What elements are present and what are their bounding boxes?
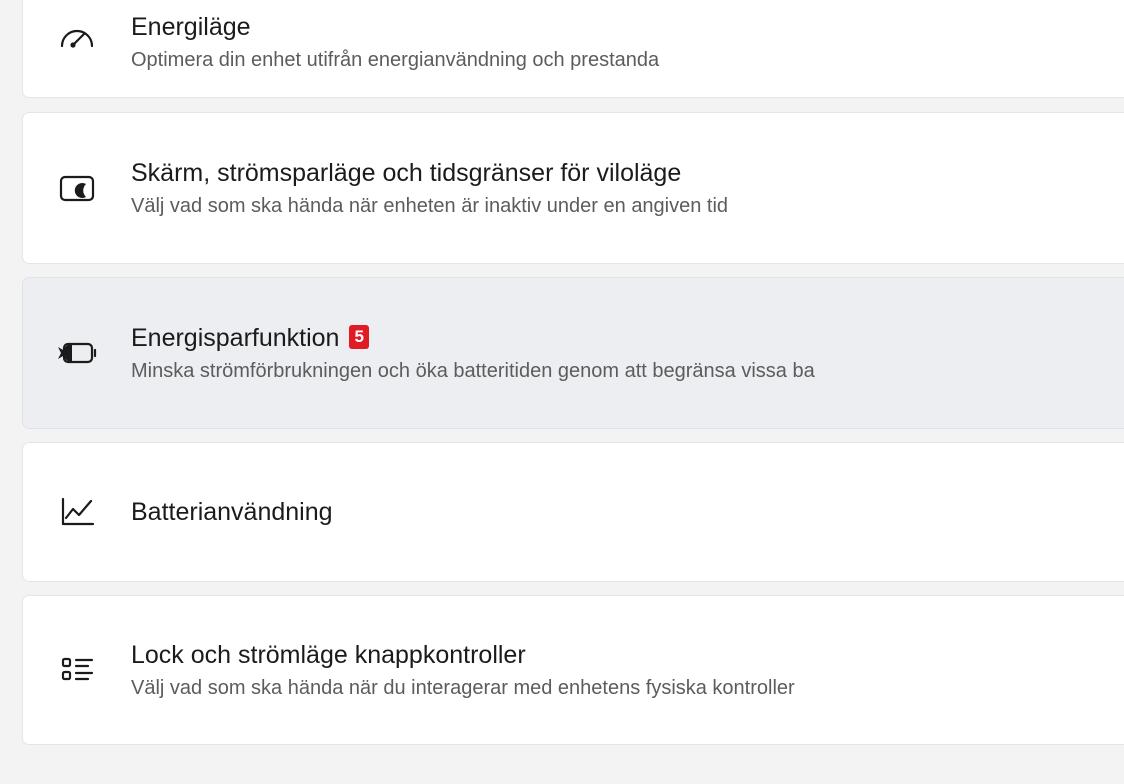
card-subtitle: Minska strömförbrukningen och öka batteritiden genom att begränsa vissa ba	[131, 359, 815, 382]
card-subtitle: Optimera din enhet utifrån energianvändning och prestanda	[131, 48, 660, 71]
card-title	[131, 11, 1124, 43]
settings-card-battery-usage[interactable]	[22, 442, 1124, 582]
card-title	[131, 322, 1124, 354]
battery-usage-chart-icon	[23, 490, 131, 534]
card-title-text: Energiläge	[131, 12, 251, 41]
card-title	[131, 496, 1124, 528]
card-title-text: Energisparfunktion	[131, 323, 340, 352]
card-text	[131, 496, 1124, 528]
card-subtitle: Välj vad som ska hända när enheten är inaktiv under en angiven tid	[131, 194, 729, 217]
power-mode-icon	[23, 19, 131, 65]
settings-card-energy-saver[interactable]	[22, 277, 1124, 429]
card-title	[131, 639, 1124, 671]
card-text	[131, 322, 1124, 385]
lid-power-button-icon	[23, 648, 131, 692]
card-text	[131, 157, 1124, 220]
card-text	[131, 11, 1124, 74]
screen-sleep-icon	[23, 164, 131, 212]
settings-card-list	[22, 0, 1124, 758]
card-text	[131, 639, 1124, 702]
card-title-text: Skärm, strömsparläge och tidsgränser för viloläge	[131, 158, 682, 187]
settings-card-lid-power-controls[interactable]	[22, 595, 1124, 745]
card-title-text: Lock och strömläge knappkontroller	[131, 640, 526, 669]
battery-saver-icon	[23, 333, 131, 373]
card-title-text: Batterianvändning	[131, 498, 333, 526]
settings-card-power-mode[interactable]	[22, 0, 1124, 98]
card-subtitle: Välj vad som ska hända när du interagerar med enhetens fysiska kontroller	[131, 676, 795, 699]
status-badge: 5	[349, 325, 368, 349]
settings-card-screen-and-sleep[interactable]	[22, 112, 1124, 264]
card-title	[131, 157, 1124, 189]
